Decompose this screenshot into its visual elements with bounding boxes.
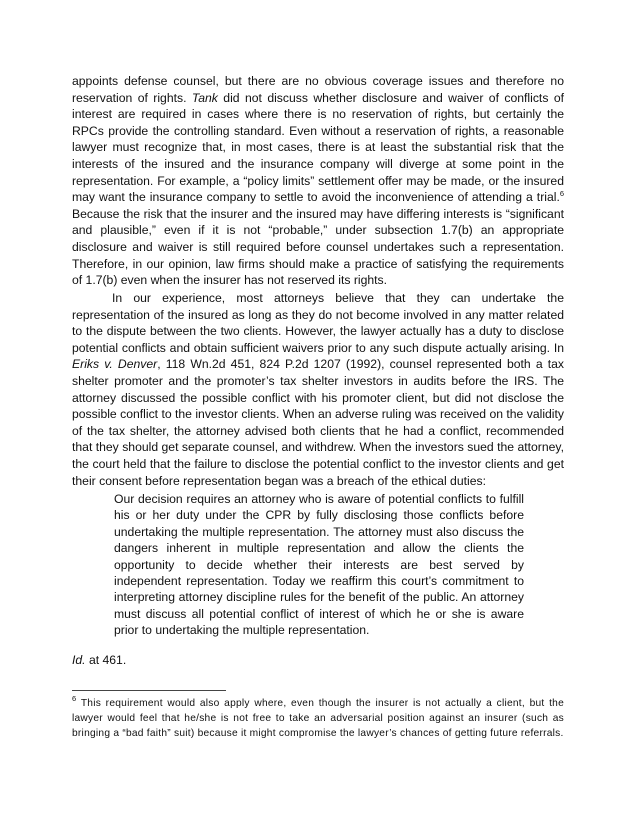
footnote-reference[interactable]: 6 (559, 189, 564, 199)
paragraph-text: In our experience, most attorneys believe that they can undertake the representation of the insured as long as they do not become involved in any matter related to the dispute between the two clients. However, the lawyer actually has a duty to disclose potential conflicts and obtain sufficient waivers prior to any such dispute actually arising. In (72, 291, 564, 355)
paragraph-text: did not discuss whether disclosure and waiver of conflicts of interest are required in cases where there is no reservation of rights, but certainly the RPCs provide the controlling standard. Even without a reservation of rights, a reasonable lawyer must recognize that, in most cases, there is at least the substantial risk that the interests of the insured and the insurance company will diverge at some point in the representation. For example, a “policy limits” settlement offer may be made, or the insured may want the insurance company to settle to avoid the inconvenience of attending a trial. (72, 90, 564, 205)
citation-id: Id. (72, 653, 86, 667)
case-name-tank: Tank (191, 90, 218, 105)
paragraph-attorney-experience (72, 290, 564, 489)
case-name-eriks: Eriks v. Denver (72, 357, 158, 372)
block-quote: Our decision requires an attorney who is aware of potential conflicts to fulfill his or her duty under the CPR by fully disclosing those conflicts before undertaking the multiple representation. The attorney must also discuss the dangers inherent in multiple representation and allow the clients the opportunity to decide whether their interests are best served by independent representation. Today we reaffirm this court’s commitment to interpreting attorney discipline rules for the benefit of the public. An attorney must discuss all potential conflict of interest of which he or she is aware prior to undertaking the multiple representation. (114, 492, 524, 638)
footnote-mark: 6 (72, 694, 77, 703)
paragraph-reservation-of-rights (72, 73, 564, 289)
footnote (72, 696, 564, 741)
citation (72, 652, 126, 669)
paragraph-text: , 118 Wn.2d 451, 824 P.2d 1207 (1992), counsel represented both a tax shelter promoter and the promoter’s tax shelter investors in audits before the IRS. The attorney discussed the possible conflict with his promoter client, but did not disclose the possible conflict to the investor clients. When an adverse ruling was received on the validity of the tax shelter, the attorney advised both clients that he had a conflict, recommended that they should get separate counsel, and withdrew. When the investors sued the attorney, the court held that the failure to disclose the potential conflict to the investor clients and get their consent before representation began was a breach of the ethical duties: (72, 357, 565, 488)
citation-page: at 461. (85, 653, 127, 667)
paragraph-text: appoints defense counsel, but there are no obvious coverage issues and therefore no reservation of rights. (72, 74, 564, 105)
paragraph-text: Because the risk that the insurer and the insured may have differing interests is “significant and plausible,” even if it is not “probable,” under subsection 1.7(b) an appropriate disclosure and waiver is still required before counsel undertakes such a representation. Therefore, in our opinion, law firms should make a practice of satisfying the requirements of 1.7(b) even when the insurer has not reserved its rights. (72, 206, 564, 288)
footnote-text: This requirement would also apply where, even though the insurer is not actually a client, but the lawyer would feel that he/she is not free to take an adversarial position against an insurer (such as bringing a “bad faith” suit) because it might compromise the lawyer’s chances of getting future referrals. (72, 698, 564, 739)
footnote-divider (72, 690, 226, 691)
